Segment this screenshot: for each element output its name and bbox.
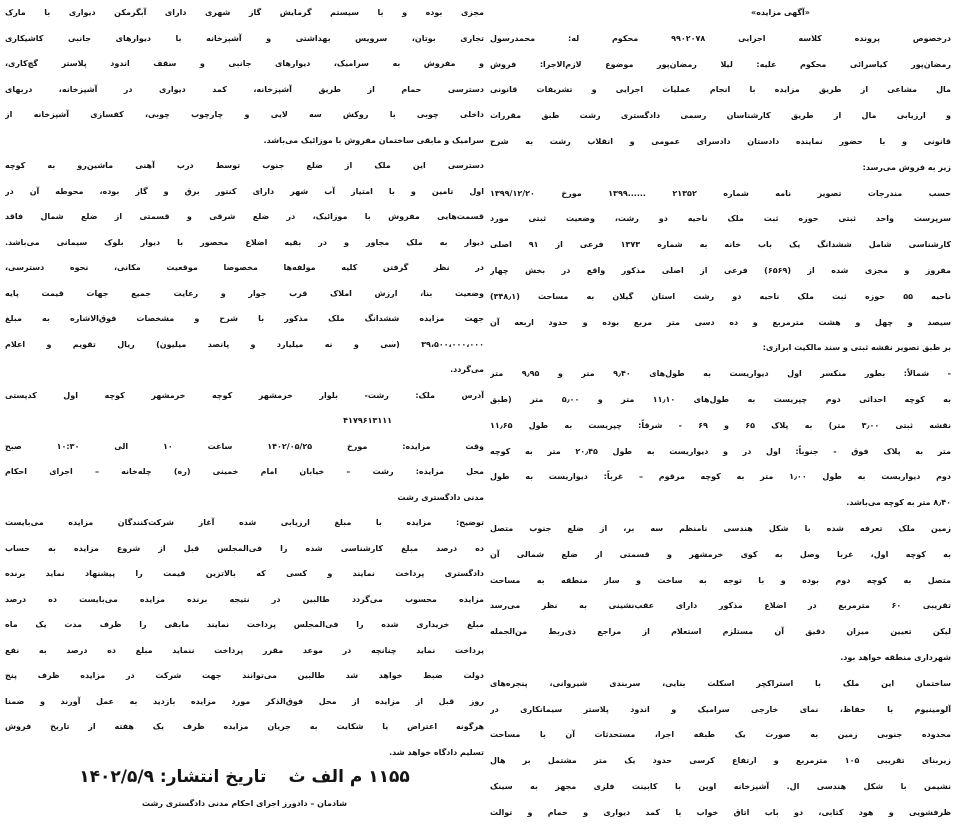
notice-line: دسترسی حمام از طریق آشپزخانه، کمد دیواری در آشپزخانه، دربهای xyxy=(5,84,484,94)
property-address: آدرس ملک: رشت- بلوار خرمشهر کوچه خرمشهر کوچه اول کدپستی xyxy=(5,390,484,400)
notice-line: ده درصد مبلغ کارشناسی شده را فی‌المجلس قبل از شروع مزایده به حساب xyxy=(5,543,484,553)
notice-footer-meta xyxy=(5,765,484,791)
notice-line: مال مشاعی از طریق مزایده با انجام عملیات اجرایی و تشریفات قانونی xyxy=(490,85,951,95)
notice-line: زمین ملک تعرفه شده با شکل هندسی نامنظم سه بر، از ضلع جنوب متصل xyxy=(490,523,951,533)
auction-location: محل مزایده: رشت – خیابان امام خمینی (ره) چله‌خانه – اجرای احکام xyxy=(5,467,484,476)
notice-line: ۳۹،۵۰۰،۰۰۰،۰۰۰ (سی و نه میلیارد و پانصد میلیون) ریال تقویم و اعلام xyxy=(5,339,484,349)
notice-line: مفروز و مجزی شده از (۶۵۶۹) فرعی از اصلی مذکور واقع در بخش چهار xyxy=(490,265,951,275)
left-column xyxy=(5,0,484,816)
notice-line: کارشناسی شامل ششدانگ یک باب خانه به شماره ۱۳۷۳ فرعی از ۹۱ اصلی xyxy=(490,240,951,250)
notice-line: تسلیم دادگاه خواهد شد. xyxy=(389,747,484,757)
notice-line: زیر به فروش می‌رسد: xyxy=(862,162,951,172)
notice-line: دولت ضبط خواهد شد طالبین می‌توانند جهت شرکت در مزایده ظرف پنج xyxy=(5,671,484,680)
notice-line: دسترسی این ملک از ضلع جنوب توسط درب آهنی ماشین‌رو به کوچه xyxy=(5,161,484,170)
notice-reference-number: ۱۱۵۵ م الف ث xyxy=(288,767,410,787)
notice-line: شهرداری منطقه خواهد بود. xyxy=(840,652,951,662)
notice-line: تقریبی ۶۰ مترمربع در اضلاع مذکور دارای عقب‌نشینی به نظر می‌رسد xyxy=(490,601,951,611)
notice-line: در نظر گرفتن کلیه مولفه‌ها مخصوصا موقعیت مکانی، نحوه دسترسی، xyxy=(5,263,484,272)
notice-line: دادگستری پرداخت نمایند و کسی که بالاترین قیمت را پیشنهاد نماید برنده xyxy=(5,569,484,578)
notice-line: - شمالاً: بطور منکسر اول دیواریست به طول‌های ۹٫۴۰ متر و ۹٫۹۵ متر xyxy=(490,369,951,379)
notice-line: وضعیت بنا، ارزش املاک قرب جوار و رعایت جمیع جهات قیمت پایه xyxy=(5,288,484,298)
notice-line: قسمت‌هایی مفروش با موزائیک، در ضلع شرقی و قسمتی از ضلع شمال فاقد xyxy=(5,212,484,221)
auction-time: وقت مزایده: مورخ ۱۴۰۲/۰۵/۲۵ ساعت ۱۰ الی ۱۰:۳۰ صبح xyxy=(5,441,484,451)
notice-line: تجاری بوتان، سرویس بهداشتی و آشپزخانه با دیوارهای جانبی کاشیکاری xyxy=(5,33,484,43)
notice-line: دیوار به ملک مجاور و در بقیه اضلاع محصور با دیوار بلوک سیمانی می‌باشد. xyxy=(5,237,484,247)
notice-line: حسب مندرجات تصویر نامه شماره ۲۱۳۵۲ ......۱۳۹۹ مورخ ۱۳۹۹/۱۲/۲۰ xyxy=(490,188,951,198)
notice-line: رمضان‌پور کیاسرائی محکوم علیه: لیلا رمضان‌پور موضوع لازم‌الاجرا: فروش xyxy=(490,59,951,69)
notice-line: نقشه ثبتی ۳٫۰۰ متر) به پلاک ۶۵ و ۶۹ - شرقاً: چپریست به طول ۱۱٫۶۵ xyxy=(490,420,951,430)
notice-line: پرداخت نماید چنانچه در موعد مقرر پرداخت ننماید مبلغ ده درصد به نفع xyxy=(5,645,484,655)
right-column xyxy=(490,0,951,826)
notice-line: ناحیه ۵۵ حوزه ثبت ملک ناحیه دو رشت استان گیلان به مساحت (۳۴۸٫۱) xyxy=(490,291,951,301)
notice-line: آلومینیوم با حفاظ، نمای خارجی سرامیک و اندود پلاستر سیمانکاری در xyxy=(490,704,951,714)
notice-line: بر طبق تصویر نقشه ثبتی و سند مالکیت ابرازی: xyxy=(762,343,951,353)
notice-line: به کوچه اول، غربا وصل به کوی خرمشهر و قسمتی از ضلع شمالی آن xyxy=(490,549,951,559)
notice-line: مزایده محسوب می‌گردد طالبین در نتیجه برنده مزایده می‌بایست ده درصد xyxy=(5,594,484,604)
notice-line: توضیح: مزایده با مبلغ ارزیابی شده آغاز شرکت‌کنندگان مزایده می‌بایست xyxy=(5,518,484,527)
notice-line: سرامیک و مابقی ساختمان مفروش با موزائیک می‌باشد. xyxy=(263,135,484,145)
notice-line: به کوچه احداثی دوم چپریست به طول‌های ۱۱٫۱۰ متر و ۵٫۰۰ متر (طبق xyxy=(490,394,951,404)
notice-line: ساختمان این ملک با استراکچر اسکلت بنایی، سربندی شیروانی، پنجره‌های xyxy=(490,678,951,688)
notice-line: هرگونه اعتراض یا شکایت به جریان مزایده ظرف یک هفته از تاریخ فروش xyxy=(5,722,484,731)
notice-line: دوم دیواریست به طول ۱٫۰۰ متر به کوچه مرقوم – غرباً: دیواریست به طول xyxy=(490,472,951,482)
notice-line: می‌گردد. xyxy=(450,365,484,374)
notice-line: لیکن تعیین میزان دقیق آن مستلزم استعلام از مراجع ذی‌ربط من‌الجمله xyxy=(490,627,951,637)
notice-line: محدوده جنوبی زمین به صورت یک طبقه اجرا، مستحدثات آن با مساحت xyxy=(490,730,951,740)
notice-line: قانونی و با حضور نماینده دادستان دادسرای عمومی و انقلاب رشت به شرح xyxy=(490,136,951,146)
notice-line: درخصوص پرونده کلاسه اجرایی ۹۹۰۲۰۷۸ محکوم له: محمدرسول xyxy=(490,33,951,43)
notice-line: و ارزیابی مال از طریق کارشناسان رسمی دادگستری رشت طبق مقررات xyxy=(490,111,951,121)
notice-line: سیصد و چهل و هشت مترمربع و ده دسی متر مربع بوده و حدود اربعه آن xyxy=(490,317,951,327)
notice-line: زیربنای تقریبی ۱۰۵ مترمربع و ارتفاع کرسی حدود یک متر مشتمل بر هال xyxy=(490,756,951,766)
notice-line: و مفروش به سرامیک، دیوارهای جانبی و سقف اندود پلاستر گچ‌کاری، xyxy=(5,59,484,68)
notice-line: روز قبل از مزایده از محل فوق‌الذکر مورد مزایده بازدید به عمل آورند و ضمنا xyxy=(5,696,484,706)
notice-line: نشیمن با شکل هندسی ال. آشپزخانه اوپن با کابینت فلزی مجهز به سینک xyxy=(490,781,951,791)
notice-line: متصل به کوچه دوم بوده و با توجه به ساخت و ساز منطقه به مساحت xyxy=(490,575,951,585)
publication-date: تاریخ انتشار: ۱۴۰۲/۵/۹ xyxy=(79,767,267,787)
notice-line: سرپرست واحد ثبتی حوزه ثبت ملک ناحیه دو رشت، وضعیت ثبتی مورد xyxy=(490,214,951,224)
notice-line: اول تامین و با امتیاز آب شهر دارای کنتور برق و گاز بوده، محوطه آن در xyxy=(5,186,484,196)
postal-code: ۴۱۷۹۶۱۳۱۱۱ xyxy=(343,416,392,425)
notice-line: ۸٫۴۰ متر به کوچه می‌باشد. xyxy=(846,498,951,508)
notice-line: مبلغ خریداری شده را فی‌المجلس پرداخت نمایند مابقی را ظرف مدت یک ماه xyxy=(5,620,484,629)
signature-line: شادمان – دادورز اجرای احکام مدنی دادگستری رشت xyxy=(142,798,347,808)
notice-line: متر به پلاک فوق - جنوباً: اول در و دیواریست به طول ۲۰٫۴۵ متر به کوچه xyxy=(490,446,951,456)
notice-line: ظرفشویی و هود کتابی، دو باب اتاق خواب با کمد دیواری و حمام و توالت xyxy=(490,807,951,817)
notice-line: مدنی دادگستری رشت xyxy=(397,492,484,502)
notice-line: داخلی چوبی با روکش سه لایی و چارچوب چوبی، کفسازی آشپزخانه از xyxy=(5,110,484,119)
notice-line: جهت مزایده ششدانگ ملک مذکور با شرح و مشخصات فوق‌الاشاره به مبلغ xyxy=(5,314,484,323)
notice-line: مجزی بوده و با سیستم گرمایش گاز شهری دارای آبگرمکن دیواری با مارک xyxy=(5,8,484,17)
notice-title: «آگهی مزایده» xyxy=(751,8,810,17)
